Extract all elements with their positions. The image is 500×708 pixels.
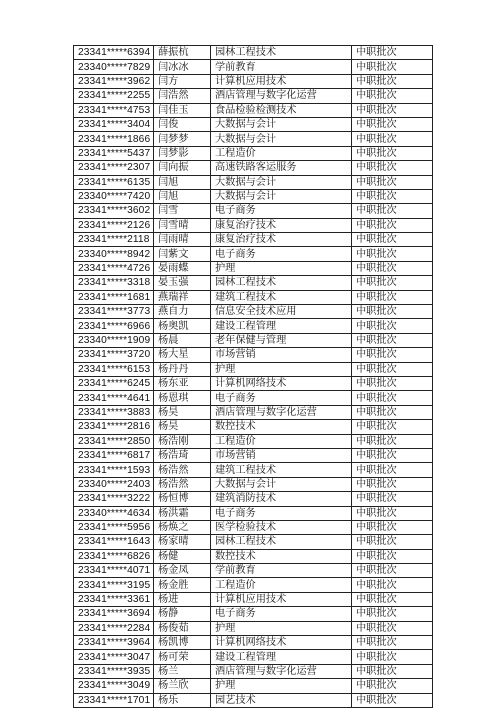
- candidate-id-cell: 23341*****2850: [74, 434, 154, 448]
- table-row: [74, 405, 433, 419]
- batch-cell: 中职批次: [352, 434, 433, 448]
- candidate-id-cell: 23341*****1701: [74, 693, 154, 707]
- table-row: [74, 305, 433, 319]
- batch-cell: 中职批次: [352, 492, 433, 506]
- table-row: [74, 46, 433, 60]
- batch-cell: 中职批次: [352, 477, 433, 491]
- batch-cell: 中职批次: [352, 592, 433, 606]
- candidate-id-cell: 23341*****6817: [74, 448, 154, 462]
- candidate-id-cell: 23341*****3694: [74, 607, 154, 621]
- candidate-id-cell: 23341*****6135: [74, 175, 154, 189]
- batch-cell: 中职批次: [352, 348, 433, 362]
- table-row: [74, 233, 433, 247]
- batch-cell: 中职批次: [352, 520, 433, 534]
- student-name-cell: 杨奥凯: [154, 319, 211, 333]
- major-cell: 工程造价: [211, 578, 352, 592]
- student-name-cell: 燕瑞祥: [154, 290, 211, 304]
- major-cell: 护理: [211, 679, 352, 693]
- major-cell: 工程造价: [211, 146, 352, 160]
- student-name-cell: 杨俊茹: [154, 621, 211, 635]
- candidate-id-cell: 23341*****5437: [74, 146, 154, 160]
- table-row: [74, 607, 433, 621]
- batch-cell: 中职批次: [352, 290, 433, 304]
- candidate-id-cell: 23341*****3361: [74, 592, 154, 606]
- major-cell: 酒店管理与数字化运营: [211, 405, 352, 419]
- major-cell: 建筑消防技术: [211, 492, 352, 506]
- major-cell: 护理: [211, 621, 352, 635]
- candidate-id-cell: 23341*****2126: [74, 218, 154, 232]
- batch-cell: 中职批次: [352, 607, 433, 621]
- table-row: [74, 290, 433, 304]
- batch-cell: 中职批次: [352, 391, 433, 405]
- batch-cell: 中职批次: [352, 664, 433, 678]
- candidate-id-cell: 23341*****3720: [74, 348, 154, 362]
- table-row: [74, 74, 433, 88]
- table-row: [74, 664, 433, 678]
- student-name-cell: 闫佳玉: [154, 103, 211, 117]
- candidate-id-cell: 23341*****2118: [74, 233, 154, 247]
- major-cell: 学前教育: [211, 60, 352, 74]
- table-row: [74, 420, 433, 434]
- candidate-id-cell: 23341*****2816: [74, 420, 154, 434]
- major-cell: 计算机网络技术: [211, 636, 352, 650]
- table-row: [74, 549, 433, 563]
- candidate-id-cell: 23341*****4726: [74, 261, 154, 275]
- batch-cell: 中职批次: [352, 218, 433, 232]
- candidate-id-cell: 23341*****3049: [74, 679, 154, 693]
- major-cell: 计算机网络技术: [211, 376, 352, 390]
- student-name-cell: 闫旭: [154, 189, 211, 203]
- student-name-cell: 闫雪: [154, 204, 211, 218]
- admission-table-body: [74, 46, 433, 708]
- table-row: [74, 204, 433, 218]
- table-row: [74, 276, 433, 290]
- table-row: [74, 117, 433, 131]
- table-row: [74, 679, 433, 693]
- batch-cell: 中职批次: [352, 117, 433, 131]
- student-name-cell: 杨金凤: [154, 564, 211, 578]
- major-cell: 康复治疗技术: [211, 233, 352, 247]
- candidate-id-cell: 23341*****5956: [74, 520, 154, 534]
- batch-cell: 中职批次: [352, 261, 433, 275]
- major-cell: 大数据与会计: [211, 175, 352, 189]
- major-cell: 电子商务: [211, 391, 352, 405]
- table-row: [74, 535, 433, 549]
- table-row: [74, 650, 433, 664]
- batch-cell: 中职批次: [352, 376, 433, 390]
- student-name-cell: 杨恩琪: [154, 391, 211, 405]
- table-row: [74, 247, 433, 261]
- candidate-id-cell: 23341*****4753: [74, 103, 154, 117]
- batch-cell: 中职批次: [352, 636, 433, 650]
- student-name-cell: 闫浩然: [154, 89, 211, 103]
- student-name-cell: 晏雨蝶: [154, 261, 211, 275]
- major-cell: 大数据与会计: [211, 189, 352, 203]
- table-row: [74, 189, 433, 203]
- major-cell: 康复治疗技术: [211, 218, 352, 232]
- table-row: [74, 578, 433, 592]
- table-row: [74, 362, 433, 376]
- student-name-cell: 杨凯博: [154, 636, 211, 650]
- candidate-id-cell: 23341*****3935: [74, 664, 154, 678]
- student-name-cell: 杨浩然: [154, 463, 211, 477]
- batch-cell: 中职批次: [352, 103, 433, 117]
- major-cell: 工程造价: [211, 434, 352, 448]
- student-name-cell: 薛振杭: [154, 46, 211, 60]
- batch-cell: 中职批次: [352, 549, 433, 563]
- major-cell: 计算机应用技术: [211, 74, 352, 88]
- table-row: [74, 319, 433, 333]
- batch-cell: 中职批次: [352, 305, 433, 319]
- student-name-cell: 杨洪霜: [154, 506, 211, 520]
- student-name-cell: 杨大星: [154, 348, 211, 362]
- student-name-cell: 杨进: [154, 592, 211, 606]
- candidate-id-cell: 23340*****2403: [74, 477, 154, 491]
- batch-cell: 中职批次: [352, 276, 433, 290]
- table-row: [74, 218, 433, 232]
- batch-cell: 中职批次: [352, 46, 433, 60]
- major-cell: 计算机应用技术: [211, 592, 352, 606]
- major-cell: 园艺技术: [211, 693, 352, 707]
- major-cell: 电子商务: [211, 607, 352, 621]
- admission-list-sheet: [73, 45, 432, 708]
- student-name-cell: 杨兰: [154, 664, 211, 678]
- major-cell: 大数据与会计: [211, 477, 352, 491]
- candidate-id-cell: 23341*****2284: [74, 621, 154, 635]
- batch-cell: 中职批次: [352, 89, 433, 103]
- batch-cell: 中职批次: [352, 233, 433, 247]
- table-row: [74, 520, 433, 534]
- table-row: [74, 376, 433, 390]
- batch-cell: 中职批次: [352, 463, 433, 477]
- table-row: [74, 333, 433, 347]
- batch-cell: 中职批次: [352, 146, 433, 160]
- table-row: [74, 103, 433, 117]
- major-cell: 护理: [211, 362, 352, 376]
- batch-cell: 中职批次: [352, 247, 433, 261]
- candidate-id-cell: 23341*****3195: [74, 578, 154, 592]
- batch-cell: 中职批次: [352, 60, 433, 74]
- student-name-cell: 杨丹丹: [154, 362, 211, 376]
- candidate-id-cell: 23341*****3962: [74, 74, 154, 88]
- student-name-cell: 杨焕之: [154, 520, 211, 534]
- major-cell: 园林工程技术: [211, 535, 352, 549]
- major-cell: 市场营销: [211, 348, 352, 362]
- candidate-id-cell: 23341*****3404: [74, 117, 154, 131]
- candidate-id-cell: 23340*****4634: [74, 506, 154, 520]
- candidate-id-cell: 23341*****4071: [74, 564, 154, 578]
- table-row: [74, 463, 433, 477]
- candidate-id-cell: 23341*****3047: [74, 650, 154, 664]
- table-row: [74, 175, 433, 189]
- major-cell: 酒店管理与数字化运营: [211, 89, 352, 103]
- batch-cell: 中职批次: [352, 448, 433, 462]
- major-cell: 园林工程技术: [211, 46, 352, 60]
- major-cell: 医学检验技术: [211, 520, 352, 534]
- student-name-cell: 燕自力: [154, 305, 211, 319]
- batch-cell: 中职批次: [352, 679, 433, 693]
- student-name-cell: 杨浩然: [154, 477, 211, 491]
- major-cell: 园林工程技术: [211, 276, 352, 290]
- candidate-id-cell: 23340*****7829: [74, 60, 154, 74]
- major-cell: 信息安全技术应用: [211, 305, 352, 319]
- table-row: [74, 391, 433, 405]
- major-cell: 电子商务: [211, 506, 352, 520]
- batch-cell: 中职批次: [352, 405, 433, 419]
- candidate-id-cell: 23341*****3222: [74, 492, 154, 506]
- batch-cell: 中职批次: [352, 189, 433, 203]
- student-name-cell: 杨昊: [154, 420, 211, 434]
- table-row: [74, 261, 433, 275]
- student-name-cell: 杨健: [154, 549, 211, 563]
- candidate-id-cell: 23341*****2255: [74, 89, 154, 103]
- student-name-cell: 杨恒博: [154, 492, 211, 506]
- major-cell: 数控技术: [211, 549, 352, 563]
- batch-cell: 中职批次: [352, 362, 433, 376]
- table-row: [74, 636, 433, 650]
- batch-cell: 中职批次: [352, 506, 433, 520]
- batch-cell: 中职批次: [352, 319, 433, 333]
- candidate-id-cell: 23340*****1909: [74, 333, 154, 347]
- batch-cell: 中职批次: [352, 693, 433, 707]
- major-cell: 学前教育: [211, 564, 352, 578]
- major-cell: 建筑工程技术: [211, 290, 352, 304]
- batch-cell: 中职批次: [352, 132, 433, 146]
- student-name-cell: 闫方: [154, 74, 211, 88]
- table-row: [74, 146, 433, 160]
- batch-cell: 中职批次: [352, 175, 433, 189]
- table-row: [74, 348, 433, 362]
- major-cell: 电子商务: [211, 247, 352, 261]
- table-row: [74, 564, 433, 578]
- candidate-id-cell: 23341*****2307: [74, 161, 154, 175]
- batch-cell: 中职批次: [352, 161, 433, 175]
- student-name-cell: 杨可荣: [154, 650, 211, 664]
- major-cell: 建筑工程技术: [211, 463, 352, 477]
- major-cell: 护理: [211, 261, 352, 275]
- candidate-id-cell: 23341*****3883: [74, 405, 154, 419]
- batch-cell: 中职批次: [352, 578, 433, 592]
- major-cell: 建设工程管理: [211, 319, 352, 333]
- candidate-id-cell: 23341*****3602: [74, 204, 154, 218]
- major-cell: 大数据与会计: [211, 117, 352, 131]
- student-name-cell: 杨金胜: [154, 578, 211, 592]
- student-name-cell: 杨晨: [154, 333, 211, 347]
- table-row: [74, 506, 433, 520]
- batch-cell: 中职批次: [352, 650, 433, 664]
- table-row: [74, 448, 433, 462]
- major-cell: 大数据与会计: [211, 132, 352, 146]
- candidate-id-cell: 23341*****6153: [74, 362, 154, 376]
- major-cell: 老年保健与管理: [211, 333, 352, 347]
- student-name-cell: 闫旭: [154, 175, 211, 189]
- student-name-cell: 闫梦影: [154, 146, 211, 160]
- candidate-id-cell: 23341*****1593: [74, 463, 154, 477]
- candidate-id-cell: 23340*****7420: [74, 189, 154, 203]
- batch-cell: 中职批次: [352, 564, 433, 578]
- student-name-cell: 杨东亚: [154, 376, 211, 390]
- student-name-cell: 杨静: [154, 607, 211, 621]
- batch-cell: 中职批次: [352, 420, 433, 434]
- candidate-id-cell: 23340*****8942: [74, 247, 154, 261]
- student-name-cell: 闫雪晴: [154, 218, 211, 232]
- major-cell: 酒店管理与数字化运营: [211, 664, 352, 678]
- table-row: [74, 477, 433, 491]
- candidate-id-cell: 23341*****3964: [74, 636, 154, 650]
- table-row: [74, 492, 433, 506]
- student-name-cell: 闫冰冰: [154, 60, 211, 74]
- table-row: [74, 592, 433, 606]
- major-cell: 高速铁路客运服务: [211, 161, 352, 175]
- student-name-cell: 杨乐: [154, 693, 211, 707]
- candidate-id-cell: 23341*****6394: [74, 46, 154, 60]
- table-row: [74, 693, 433, 707]
- candidate-id-cell: 23341*****3318: [74, 276, 154, 290]
- table-row: [74, 161, 433, 175]
- table-row: [74, 621, 433, 635]
- student-name-cell: 闫紫文: [154, 247, 211, 261]
- major-cell: 数控技术: [211, 420, 352, 434]
- major-cell: 电子商务: [211, 204, 352, 218]
- student-name-cell: 闫雨晴: [154, 233, 211, 247]
- candidate-id-cell: 23341*****6826: [74, 549, 154, 563]
- batch-cell: 中职批次: [352, 535, 433, 549]
- table-row: [74, 89, 433, 103]
- batch-cell: 中职批次: [352, 333, 433, 347]
- major-cell: 食品检验检测技术: [211, 103, 352, 117]
- student-name-cell: 杨家晴: [154, 535, 211, 549]
- student-name-cell: 闫俊: [154, 117, 211, 131]
- major-cell: 市场营销: [211, 448, 352, 462]
- student-name-cell: 杨浩刚: [154, 434, 211, 448]
- student-name-cell: 杨浩琦: [154, 448, 211, 462]
- student-name-cell: 杨兰欣: [154, 679, 211, 693]
- table-row: [74, 132, 433, 146]
- student-name-cell: 闫向振: [154, 161, 211, 175]
- student-name-cell: 晏玉强: [154, 276, 211, 290]
- candidate-id-cell: 23341*****1866: [74, 132, 154, 146]
- admission-table: [73, 45, 433, 708]
- batch-cell: 中职批次: [352, 204, 433, 218]
- student-name-cell: 闫梦梦: [154, 132, 211, 146]
- batch-cell: 中职批次: [352, 621, 433, 635]
- student-name-cell: 杨昊: [154, 405, 211, 419]
- major-cell: 建设工程管理: [211, 650, 352, 664]
- candidate-id-cell: 23341*****4641: [74, 391, 154, 405]
- table-row: [74, 60, 433, 74]
- candidate-id-cell: 23341*****6245: [74, 376, 154, 390]
- candidate-id-cell: 23341*****3773: [74, 305, 154, 319]
- table-row: [74, 434, 433, 448]
- candidate-id-cell: 23341*****1643: [74, 535, 154, 549]
- batch-cell: 中职批次: [352, 74, 433, 88]
- candidate-id-cell: 23341*****1681: [74, 290, 154, 304]
- candidate-id-cell: 23341*****6966: [74, 319, 154, 333]
